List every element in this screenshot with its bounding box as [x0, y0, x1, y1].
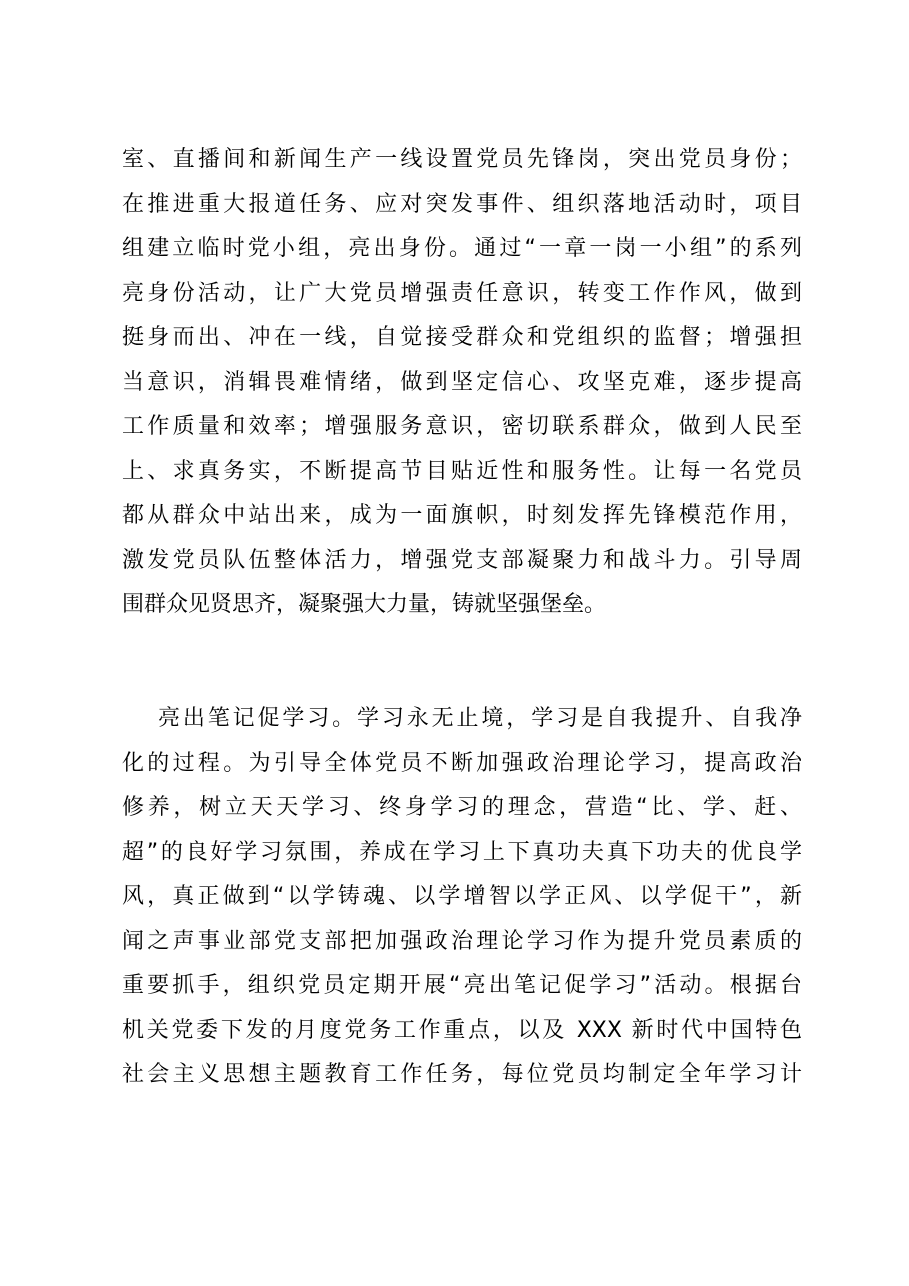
text-line: 社会主义思想主题教育工作任务，每位党员均制定全年学习计 — [122, 1062, 802, 1087]
text-line: 激发党员队伍整体活力，增强党支部凝聚力和战斗力。引导周 — [122, 547, 802, 573]
text-line: 机关党委下发的月度党务工作重点，以及 XXX 新时代中国特色 — [122, 1017, 802, 1043]
text-line: 修养，树立天天学习、终身学习的理念，营造“比、学、赶、 — [122, 795, 802, 820]
text-line: 室、直播间和新闻生产一线设置党员先锋岗，突出党员身份； — [122, 147, 802, 172]
text-line: 围群众见贤思齐，凝聚强大力量，铸就坚强堡垒。 — [122, 592, 607, 617]
text-line: 工作质量和效率；增强服务意识，密切联系群众，做到人民至 — [122, 414, 802, 439]
text-line: 组建立临时党小组，亮出身份。通过“一章一岗一小组”的系列 — [122, 236, 802, 261]
text-line: 上、求真务实，不断提高节目贴近性和服务性。让每一名党员 — [122, 458, 802, 484]
text-line: 化的过程。为引导全体党员不断加强政治理论学习，提高政治 — [122, 750, 802, 776]
paragraph-study-notes — [122, 697, 802, 1098]
text-line: 重要抓手，组织党员定期开展“亮出笔记促学习”活动。根据台 — [122, 973, 803, 998]
text-line: 风，真正做到“以学铸魂、以学增智以学正风、以学促干”，新 — [122, 884, 802, 909]
text-line: 在推进重大报道任务、应对突发事件、组织落地活动时，项目 — [122, 191, 802, 217]
text-line: 亮身份活动，让广大党员增强责任意识，转变工作作风，做到 — [122, 280, 802, 306]
text-line: 当意识，消辑畏难情绪，做到坚定信心、攻坚克难，逐步提高 — [122, 369, 802, 395]
text-line: 亮出笔记促学习。学习永无止境，学习是自我提升、自我净 — [158, 706, 802, 731]
text-line: 都从群众中站出来，成为一面旗帜，时刻发挥先锋模范作用， — [122, 503, 802, 528]
paragraph-party-identity — [122, 138, 802, 628]
text-line: 超”的良好学习氛围，养成在学习上下真功夫真下功夫的优良学 — [122, 839, 802, 865]
text-line: 挺身而出、冲在一线，自觉接受群众和党组织的监督；增强担 — [122, 325, 802, 350]
text-line: 闻之声事业部党支部把加强政治理论学习作为提升党员素质的 — [122, 928, 802, 954]
